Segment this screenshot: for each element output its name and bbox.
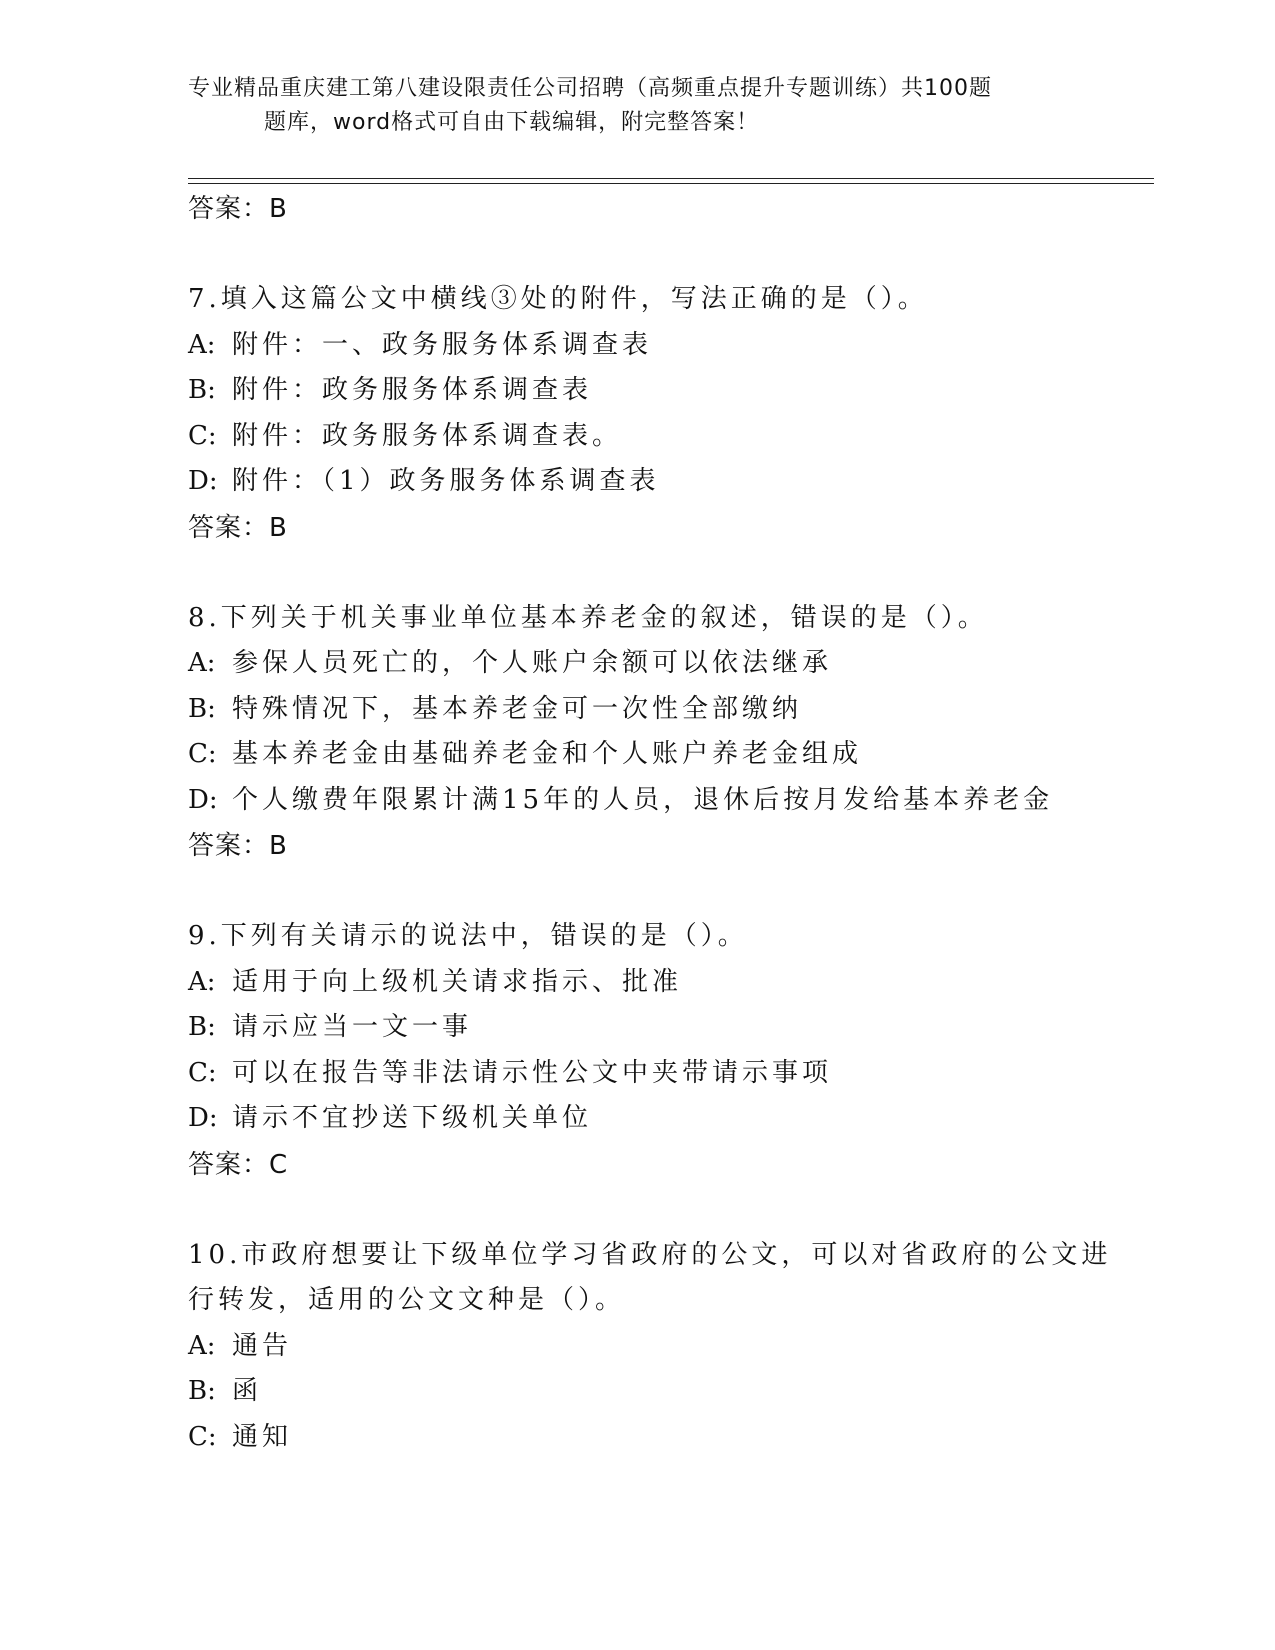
answer-line: 答案：B [188,831,288,861]
header-divider-bottom [188,183,1154,184]
option-c [188,414,1148,460]
option-text: 附件：政务服务体系调查表。 [232,420,623,451]
option-letter: B: [188,693,216,724]
option-text: 通知 [232,1421,293,1452]
option-letter: B: [188,375,216,405]
option-text: 通告 [232,1330,293,1361]
option-letter: B: [188,1376,216,1406]
option-b [188,687,1148,733]
option-text: 个人缴费年限累计满15年的人员，退休后按月发给基本养老金 [232,784,1054,815]
option-a [188,960,1148,1006]
question-text-line1: 10.市政府想要让下级单位学习省政府的公文，可以对省政府的公文进 [188,1239,1112,1270]
header-title-line2: 题库，word格式可自由下载编辑，附完整答案！ [264,110,760,135]
option-c [188,1415,1148,1461]
document-body [188,186,1148,1460]
option-a [188,1324,1148,1370]
question-text-line2: 行转发，适用的公文文种是（）。 [188,1285,626,1315]
header-title-line1: 专业精品重庆建工第八建设限责任公司招聘（高频重点提升专题训练）共100题 [188,76,992,101]
option-text: 附件：一、政务服务体系调查表 [232,329,653,360]
option-letter: A: [188,1330,216,1361]
option-text: 附件：（1）政务服务体系调查表 [232,466,660,496]
option-b [188,368,1148,414]
option-letter: D: [188,466,218,496]
option-text: 特殊情况下，基本养老金可一次性全部缴纳 [232,693,803,724]
option-letter: A: [188,966,216,997]
option-text: 可以在报告等非法请示性公文中夹带请示事项 [232,1057,833,1088]
option-d [188,778,1148,824]
option-b [188,1369,1148,1415]
document-header [188,72,1068,140]
option-text: 基本养老金由基础养老金和个人账户养老金组成 [232,739,863,769]
option-text: 请示应当一文一事 [232,1012,473,1042]
option-text: 函 [232,1376,263,1406]
option-letter: A: [188,648,216,678]
option-text: 附件：政务服务体系调查表 [232,375,593,405]
option-c [188,732,1148,778]
option-c [188,1051,1148,1097]
question-text: 8.下列关于机关事业单位基本养老金的叙述，错误的是（）。 [188,602,988,633]
option-letter: C: [188,739,217,769]
answer-line: 答案：B [188,194,288,224]
question-7 [188,277,1148,551]
option-letter: C: [188,1057,217,1088]
question-text: 7.填入这篇公文中横线③处的附件，写法正确的是（）。 [188,284,928,314]
option-text: 请示不宜抄送下级机关单位 [232,1103,593,1133]
option-letter: C: [188,1421,217,1452]
option-letter: B: [188,1012,216,1042]
option-b [188,1005,1148,1051]
question-text: 9.下列有关请示的说法中，错误的是（）。 [188,921,748,951]
question-9 [188,914,1148,1188]
option-letter: C: [188,420,217,451]
header-divider-top [188,178,1154,179]
question-8 [188,596,1148,870]
option-letter: A: [188,329,216,360]
option-d [188,1096,1148,1142]
option-a [188,323,1148,369]
answer-line: 答案：B [188,512,288,543]
option-d [188,459,1148,505]
option-letter: D: [188,1103,218,1133]
option-letter: D: [188,784,218,815]
option-text: 适用于向上级机关请求指示、批准 [232,966,683,997]
answer-line: 答案：C [188,1149,289,1180]
option-a [188,641,1148,687]
option-text: 参保人员死亡的，个人账户余额可以依法继承 [232,648,833,678]
question-10 [188,1233,1148,1461]
